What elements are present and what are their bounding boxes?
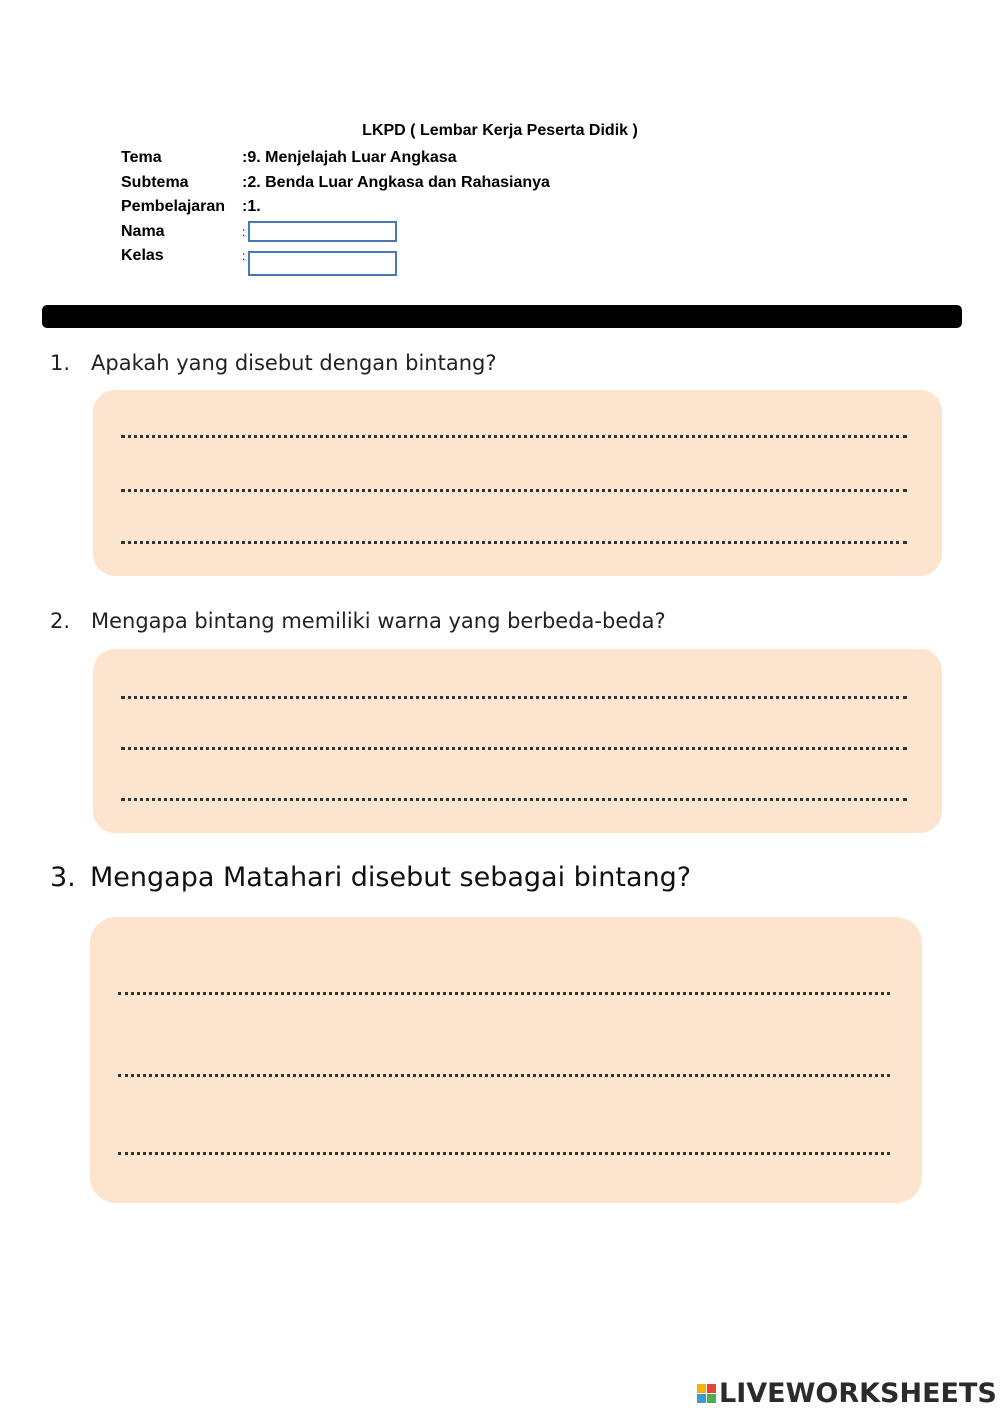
subtema-label: Subtema — [121, 174, 189, 191]
answer-line[interactable] — [118, 1152, 890, 1155]
nama-row — [121, 222, 245, 242]
answer-line[interactable] — [118, 1074, 890, 1077]
question-1-number: 1. — [50, 351, 71, 375]
tema-row — [121, 148, 457, 168]
answer-box-3[interactable] — [90, 917, 922, 1203]
question-2-text: Mengapa bintang memiliki warna yang berbeda-beda? — [91, 609, 666, 633]
question-2 — [50, 609, 666, 633]
question-2-number: 2. — [50, 609, 71, 633]
kelas-input[interactable] — [248, 251, 397, 276]
divider-bar — [42, 305, 962, 328]
kelas-label: Kelas — [121, 247, 164, 264]
answer-box-2[interactable] — [93, 649, 942, 833]
question-1-text: Apakah yang disebut dengan bintang? — [91, 351, 497, 375]
nama-colon: : — [242, 225, 246, 239]
subtema-value: :2. Benda Luar Angkasa dan Rahasianya — [242, 174, 550, 191]
worksheet-title: LKPD ( Lembar Kerja Peserta Didik ) — [362, 122, 638, 139]
liveworksheets-logo-icon — [697, 1384, 716, 1403]
answer-line[interactable] — [121, 541, 907, 544]
liveworksheets-logo — [697, 1378, 997, 1409]
answer-line[interactable] — [118, 992, 890, 995]
tema-value: :9. Menjelajah Luar Angkasa — [242, 149, 457, 166]
kelas-colon: : — [242, 249, 246, 263]
nama-input[interactable] — [248, 221, 397, 242]
nama-label: Nama — [121, 223, 165, 240]
pembelajaran-value: :1. — [242, 198, 261, 215]
question-3-text: Mengapa Matahari disebut sebagai bintang? — [90, 862, 692, 893]
answer-box-1[interactable] — [93, 390, 942, 576]
answer-line[interactable] — [121, 435, 907, 438]
liveworksheets-brand-text: LIVEWORKSHEETS — [719, 1378, 997, 1409]
question-3 — [50, 862, 691, 893]
question-3-number: 3. — [50, 862, 76, 893]
pembelajaran-row — [121, 197, 261, 217]
answer-line[interactable] — [121, 798, 907, 801]
answer-line[interactable] — [121, 696, 907, 699]
tema-label: Tema — [121, 149, 162, 166]
pembelajaran-label: Pembelajaran — [121, 198, 226, 215]
question-1 — [50, 351, 497, 375]
kelas-row — [121, 246, 245, 266]
answer-line[interactable] — [121, 489, 907, 492]
subtema-row — [121, 173, 550, 193]
answer-line[interactable] — [121, 747, 907, 750]
